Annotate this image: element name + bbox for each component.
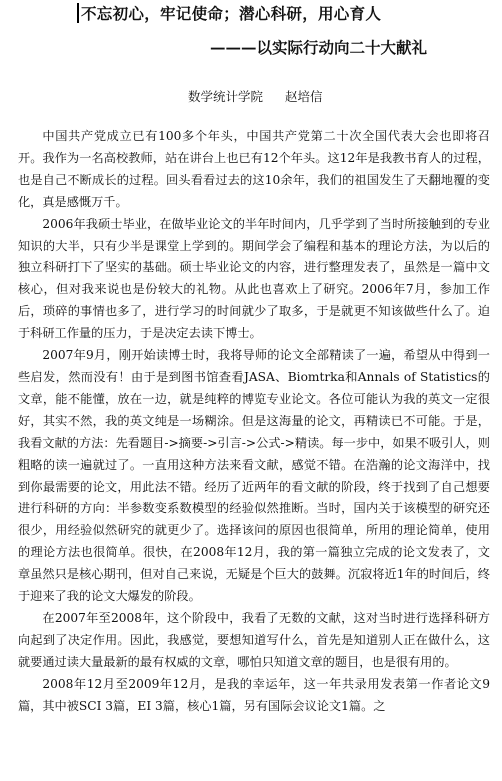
paragraph: 2008年12月至2009年12月，是我的幸运年，这一年共录用发表第一作者论文9篇，其中被SCI 3篇，EI 3篇，核心1篇，另有国际会议论文1篇。之 bbox=[18, 676, 490, 713]
paragraph: 在2007年至2008年，这个阶段中，我看了无数的文献，这对当时进行选择科研方向起到了决定作用。因此，我感觉，要想知道写什么，首先是知道别人正在做什么，这就要通过读大量最新的最有权威的文章，哪怕只知道文章的题目，也是很有用的。 bbox=[18, 610, 490, 669]
department-name: 数学统计学院 bbox=[188, 89, 264, 104]
article-title: 不忘初心，牢记使命；潜心科研，用心育人 bbox=[81, 4, 382, 23]
paragraph: 2006年我硕士毕业，在做毕业论文的半年时间内，几乎学到了当时所接触到的专业知识的大半，只有少半是课堂上学到的。期间学会了编程和基本的理论方法，为以后的独立科研打下了坚实的基础。硕士毕业论文的内容，进行整理发表了，虽然是一篇中文核心，但对我来说也是份较大的礼物。从此也喜欢上了研究。2006年7月，参加工作后，琐碎的事情也多了，进行学习的时间就少了取多，于是就更不知该做些什么了。迫于科研工作量的压力，于是决定去读下博士。 bbox=[18, 216, 490, 341]
paragraph: 中国共产党成立已有100多个年头，中国共产党第二十次全国代表大会也即将召开。我作为一名高校教师，站在讲台上也已有12个年头。这12年是我教书育人的过程，也是自己不断成长的过程。回头看看过去的这10余年，我们的祖国发生了天翻地覆的变化，真是感慨万千。 bbox=[18, 129, 490, 209]
author-name: 赵培信 bbox=[285, 89, 323, 104]
article-subtitle: ———以实际行动向二十大献礼 bbox=[210, 38, 428, 57]
byline bbox=[188, 87, 323, 105]
article-body bbox=[18, 126, 490, 717]
text-cursor bbox=[77, 3, 79, 23]
paragraph: 2007年9月，刚开始读博士时，我将导师的论文全部精读了一遍，希望从中得到一些启发，然而没有！由于是到图书馆查看JASA、Biomtrka和Annals of Statistics的文章，能不能懂，放在一边，就是纯粹的博览专业论文。各位可能认为我的英文一定很好，其实不然，我的英文纯是一场糊涂。但是这海量的论文，再精读已不可能。于是，我看文献的方法：先看题目->摘要->引言->公式->精读。每一步中，如果不吸引人，则粗略的读一遍就过了。一直用这种方法来看文献，感觉不错。在浩瀚的论文海洋中，找到你最需要的论文，用此法不错。经历了近两年的看文献的阶段，终于找到了自己想要进行科研的方向：半参数变系数模型的经验似然推断。当时，国内关于该模型的研究还很少，用经验似然研究的就更少了。选择该问的原因也很简单，所用的理论简单，使用的理论方法也很简单。很快，在2008年12月，我的第一篇独立完成的论文发表了，文章虽然只是核心期刊，但对自己来说，无疑是个巨大的鼓舞。沉寂将近1年的时间后，终于迎来了我的论文大爆发的阶段。 bbox=[18, 348, 490, 604]
